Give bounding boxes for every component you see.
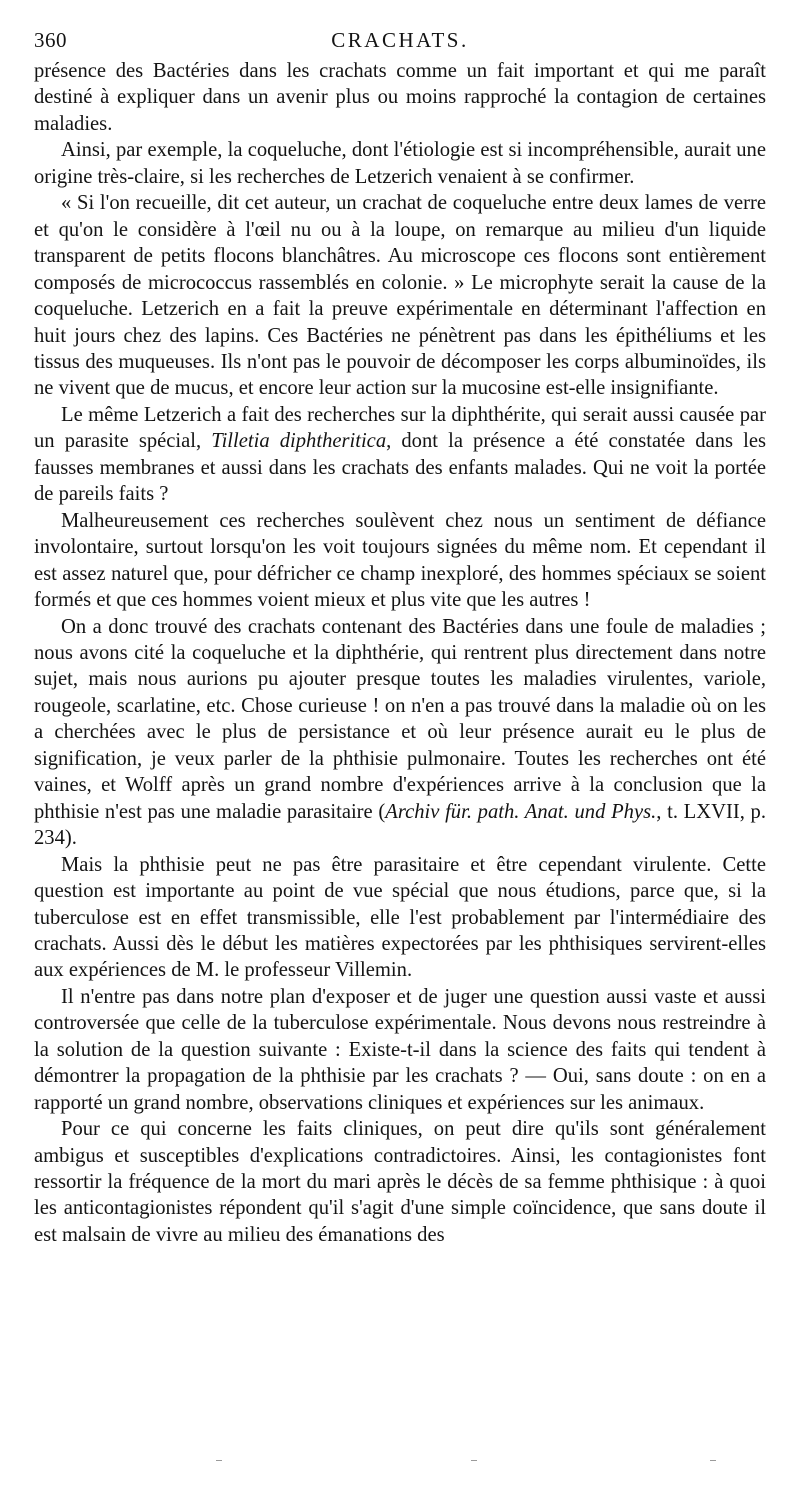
- paragraph-text: On a donc trouvé des crachats contenant des Bactéries dans une foule de maladies ; nous avons cité la coqueluche et la diphthérie, qui rentrent plus directement dans notre sujet, mais nous aurions pu ajouter presque toutes les maladies virulentes, variole, rougeole, scarlatine, etc. Chose curieuse ! on n'en a pas trouvé dans la maladie où on les a cherchées avec le plus de persistance et où leur présence aurait eu le plus de signification, je veux parler de la phthisie pulmonaire. Toutes les recherches ont été vaines, et Wolff après un grand nombre d'expériences arrive à la conclusion que la phthisie n'est pas une maladie parasitaire (: [34, 615, 766, 823]
- paragraph-text: Le même Letzerich a fait des recherches sur la diphthérite, qui serait aussi causée par un parasite spécial,: [34, 403, 766, 453]
- paragraph: Mais la phthisie peut ne pas être parasitaire et être cependant virulente. Cette question est importante au point de vue spécial que nous étudions, parce que, si la tuberculose est en effet transmissible, elle l'est probablement par l'intermédiaire des crachats. Aussi dès le début les matières expectorées par les phthisiques servirent-elles aux expériences de M. le professeur Villemin.: [34, 853, 766, 982]
- paragraph-quote: « Si l'on recueille, dit cet auteur, un crachat de coqueluche entre deux lames de verre et qu'on le considère à l'œil nu ou à la loupe, on remarque au milieu d'un liquide transparent de petits flocons blanchâtres. Au microscope ces flocons sont entièrement composés de micrococcus rassemblés en colonie. » Le microphyte serait la cause de la coqueluche. Letzerich en a fait la preuve expérimentale en déterminant l'affection en huit jours chez des lapins. Ces Bactéries ne pénètrent pas dans les épithéliums et les tissus des muqueuses. Ils n'ont pas le pouvoir de décomposer les corps albuminoïdes, ils ne vivent que de mucus, et encore leur action sur la mucosine est-elle insignifiante.: [34, 192, 766, 400]
- paragraph-continuation: présence des Bactéries dans les crachats comme un fait important et qui me paraît destiné à expliquer dans un avenir plus ou moins rapproché la contagion de certaines maladies.: [34, 60, 766, 135]
- page-content: [34, 22, 766, 1248]
- running-title: CRACHATS.: [331, 28, 469, 52]
- paragraph: [34, 402, 766, 508]
- body-text: [34, 58, 766, 1248]
- scan-mark: [471, 1460, 477, 1461]
- paragraph: Malheureusement ces recherches soulèvent chez nous un sentiment de défiance involontaire, surtout lorsqu'on les voit toujours signées du même nom. Et cependant il est assez naturel que, pour défricher ce champ inexploré, des hommes spéciaux se soient formés et que ces hommes voient mieux et plus vite que les autres !: [34, 509, 766, 612]
- paragraph: Il n'entre pas dans notre plan d'exposer et de juger une question aussi vaste et aussi controversée que celle de la tuberculose expérimentale. Nous devons nous restreindre à la solution de la question suivante : Existe-t-il dans la science des faits qui tendent à démontrer la propagation de la phthisie par les crachats ? — Oui, sans doute : on en a rapporté un grand nombre, observations cliniques et expériences sur les animaux.: [34, 985, 766, 1114]
- paragraph: Ainsi, par exemple, la coqueluche, dont l'étiologie est si incompréhensible, aurait une origine très-claire, si les recherches de Letzerich venaient à se confirmer.: [34, 139, 766, 188]
- citation-journal: Archiv für. path. Anat. und Phys.: [385, 800, 657, 823]
- paragraph-text: , dont la présence a été constatée dans les fausses membranes et aussi dans les crachats des enfants malades. Qui ne voit la portée de pareils faits ?: [34, 430, 766, 506]
- scan-mark: [710, 1460, 716, 1461]
- page-number: 360: [34, 28, 67, 52]
- paragraph: Pour ce qui concerne les faits cliniques, on peut dire qu'ils sont généralement ambigus et susceptibles d'explications contradictoires. Ainsi, les contagionistes font ressortir la fréquence de la mort du mari après le décès de sa femme phthisique : à quoi les anticontagionistes répondent qu'il s'agit d'une simple coïncidence, que sans doute il est malsain de vivre au milieu des émanations des: [34, 1118, 766, 1246]
- paragraph: [34, 614, 766, 852]
- scan-mark: [216, 1460, 222, 1461]
- paragraph-text: , t. LXVII, p. 234).: [34, 800, 766, 850]
- species-name: Tilletia diphtheritica: [211, 430, 387, 453]
- page-header: [34, 22, 766, 58]
- scan-marks: [0, 1460, 800, 1472]
